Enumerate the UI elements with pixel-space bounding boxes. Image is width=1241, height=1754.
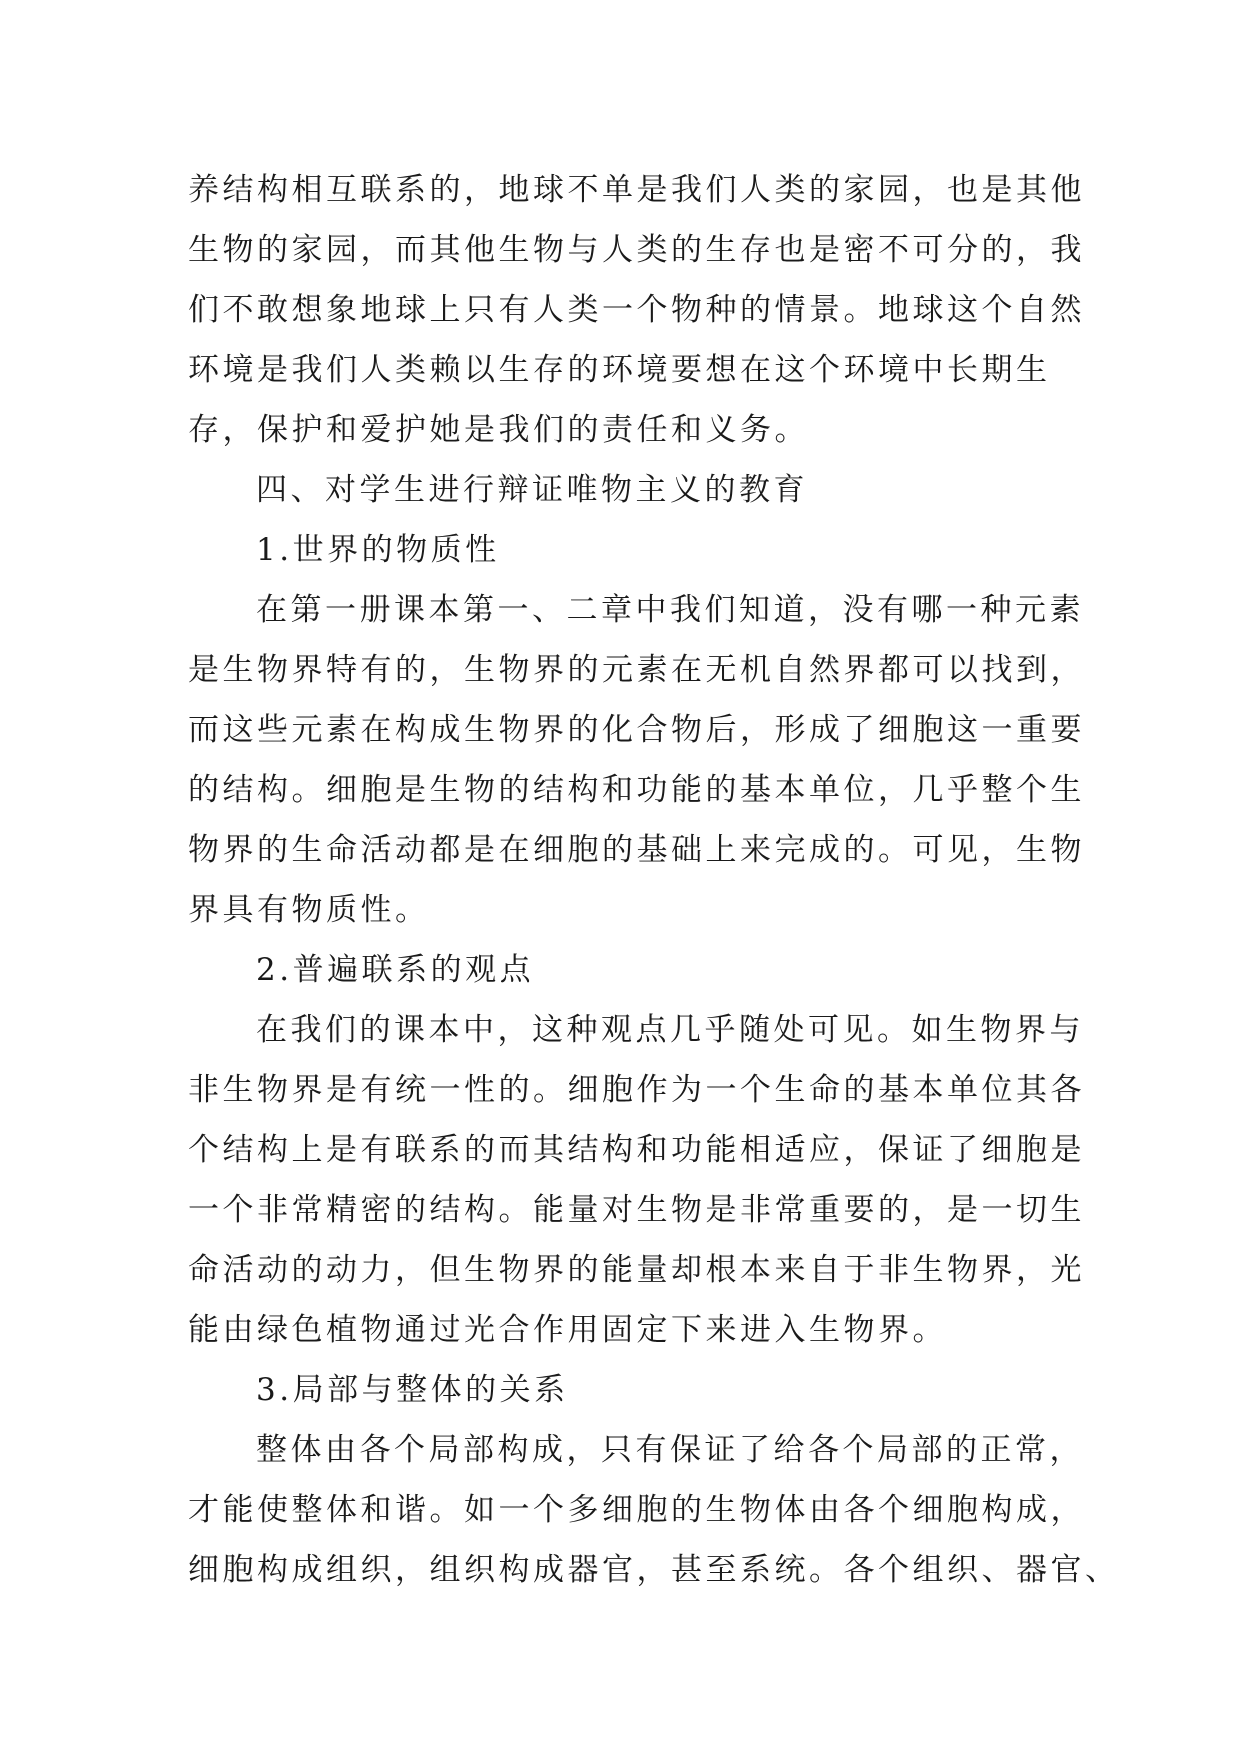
text-line: 能由绿色植物通过光合作用固定下来进入生物界。 [188,1312,947,1348]
text-line: 整体由各个局部构成，只有保证了给各个局部的正常， [256,1432,1084,1468]
text-line: 环境是我们人类赖以生存的环境要想在这个环境中长期生 [188,352,1051,388]
text-line: 才能使整体和谐。如一个多细胞的生物体由各个细胞构成， [188,1492,1085,1528]
text-line: 命活动的动力，但生物界的能量却根本来自于非生物界，光 [188,1252,1085,1288]
text-line: 非生物界是有统一性的。细胞作为一个生命的基本单位其各 [188,1072,1085,1108]
text-line: 的结构。细胞是生物的结构和功能的基本单位，几乎整个生 [188,772,1085,808]
text-line: 界具有物质性。 [188,892,430,928]
subsection-heading: 2.普遍联系的观点 [256,952,535,988]
text-line: 生物的家园，而其他生物与人类的生存也是密不可分的，我 [188,232,1085,268]
subsection-heading: 1.世界的物质性 [256,532,500,568]
subsection-heading: 3.局部与整体的关系 [256,1372,569,1408]
text-line: 存，保护和爱护她是我们的责任和义务。 [188,412,809,448]
text-line: 在第一册课本第一、二章中我们知道，没有哪一种元素 [256,592,1084,628]
text-line: 物界的生命活动都是在细胞的基础上来完成的。可见，生物 [188,832,1085,868]
text-line: 个结构上是有联系的而其结构和功能相适应，保证了细胞是 [188,1132,1085,1168]
text-line: 细胞构成组织，组织构成器官，甚至系统。各个组织、器官、 [188,1552,1120,1588]
text-line: 而这些元素在构成生物界的化合物后，形成了细胞这一重要 [188,712,1085,748]
text-line: 们不敢想象地球上只有人类一个物种的情景。地球这个自然 [188,292,1085,328]
section-heading: 四、对学生进行辩证唯物主义的教育 [256,472,808,508]
text-line: 养结构相互联系的，地球不单是我们人类的家园，也是其他 [188,172,1085,208]
body-text [188,160,1120,1600]
text-line: 是生物界特有的，生物界的元素在无机自然界都可以找到， [188,652,1085,688]
text-line: 在我们的课本中，这种观点几乎随处可见。如生物界与 [256,1012,1084,1048]
text-line: 一个非常精密的结构。能量对生物是非常重要的，是一切生 [188,1192,1085,1228]
